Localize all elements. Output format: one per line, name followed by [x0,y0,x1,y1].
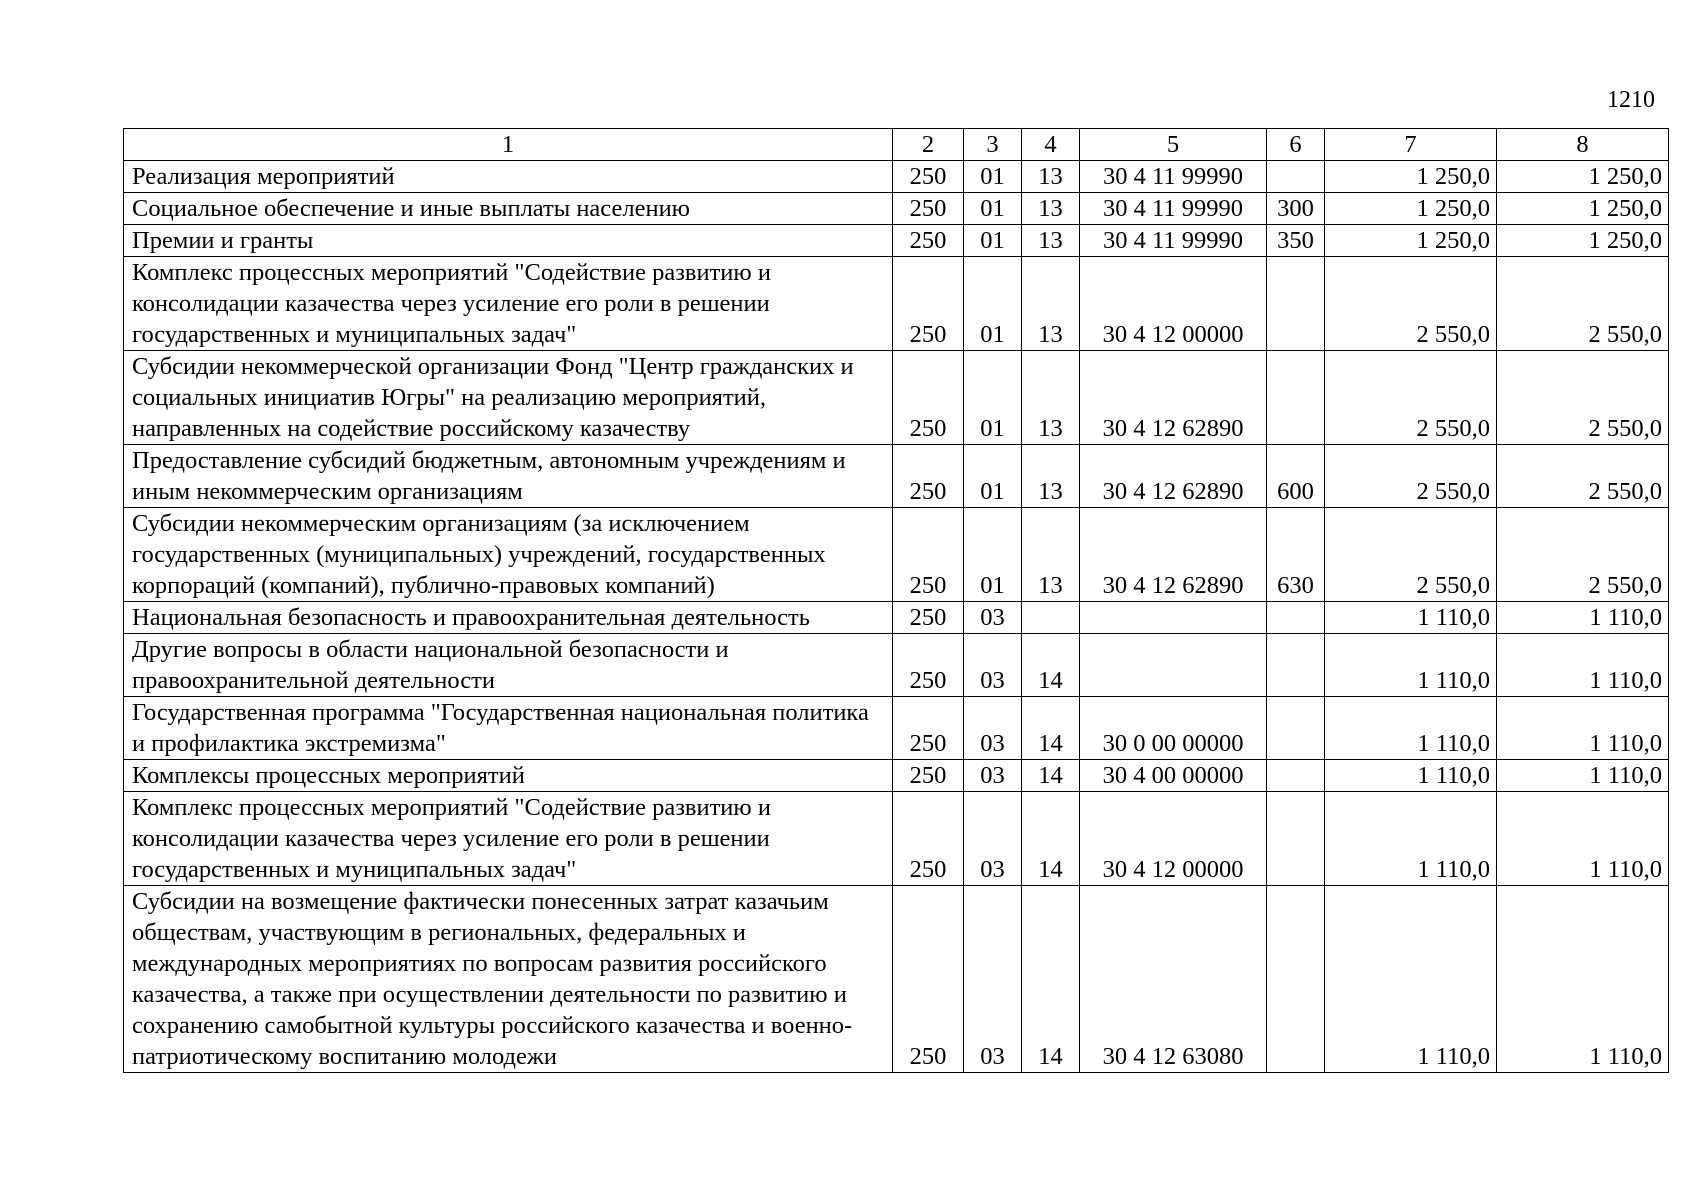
row-code-4: 13 [1022,225,1080,257]
table-row [124,225,1669,257]
row-code-4 [1022,602,1080,634]
row-description: Предоставление субсидий бюджетным, автономным учреждениям и иным некоммерческим организациям [124,445,893,508]
row-amount-8: 1 110,0 [1497,760,1669,792]
row-description: Социальное обеспечение и иные выплаты населению [124,193,893,225]
row-code-5: 30 4 12 00000 [1080,257,1267,351]
row-amount-8: 2 550,0 [1497,508,1669,602]
row-description: Субсидии некоммерческой организации Фонд "Центр гражданских и социальных инициатив Югры" на реализацию мероприятий, направленных на содействие российскому казачеству [124,351,893,445]
row-amount-8: 1 250,0 [1497,193,1669,225]
table-row [124,602,1669,634]
row-code-5: 30 4 12 62890 [1080,508,1267,602]
row-code-5: 30 4 12 62890 [1080,445,1267,508]
row-amount-7: 2 550,0 [1325,257,1497,351]
row-code-2: 250 [893,792,964,886]
row-code-3: 01 [964,257,1022,351]
row-code-3: 03 [964,602,1022,634]
row-amount-8: 1 110,0 [1497,792,1669,886]
table-row [124,445,1669,508]
row-description: Субсидии на возмещение фактически понесенных затрат казачьим обществам, участвующим в региональных, федеральных и международных мероприятиях по вопросам развития российского казачества, а также при осуществлении деятельности по развитию и сохранению самобытной культуры российского казачества и военно-патриотическому воспитанию молодежи [124,886,893,1073]
row-code-4: 14 [1022,886,1080,1073]
row-code-6 [1267,634,1325,697]
table-row [124,697,1669,760]
row-description: Государственная программа "Государственная национальная политика и профилактика экстремизма" [124,697,893,760]
table-row [124,886,1669,1073]
row-code-6 [1267,886,1325,1073]
row-code-5: 30 0 00 00000 [1080,697,1267,760]
row-code-3: 03 [964,760,1022,792]
row-code-2: 250 [893,445,964,508]
row-code-4: 13 [1022,193,1080,225]
table-row [124,508,1669,602]
row-code-2: 250 [893,225,964,257]
row-code-6 [1267,760,1325,792]
row-amount-8: 2 550,0 [1497,445,1669,508]
budget-table [123,128,1669,1073]
table-row [124,351,1669,445]
row-code-2: 250 [893,634,964,697]
row-code-4: 13 [1022,508,1080,602]
table-row [124,161,1669,193]
table-row [124,634,1669,697]
row-amount-8: 1 250,0 [1497,225,1669,257]
row-code-5: 30 4 11 99990 [1080,225,1267,257]
header-row [124,129,1669,161]
row-code-2: 250 [893,886,964,1073]
table-body [124,161,1669,1073]
row-code-3: 03 [964,634,1022,697]
row-code-2: 250 [893,602,964,634]
row-description: Субсидии некоммерческим организациям (за исключением государственных (муниципальных) учреждений, государственных корпораций (компаний), публично-правовых компаний) [124,508,893,602]
table-row [124,792,1669,886]
row-code-6: 350 [1267,225,1325,257]
row-code-6 [1267,697,1325,760]
row-code-3: 01 [964,508,1022,602]
row-code-3: 01 [964,445,1022,508]
row-code-3: 01 [964,351,1022,445]
row-code-2: 250 [893,257,964,351]
row-amount-7: 1 110,0 [1325,602,1497,634]
row-amount-8: 1 110,0 [1497,886,1669,1073]
column-header: 6 [1267,129,1325,161]
row-code-4: 13 [1022,161,1080,193]
row-amount-7: 2 550,0 [1325,445,1497,508]
row-amount-7: 1 110,0 [1325,634,1497,697]
row-code-4: 13 [1022,351,1080,445]
row-code-2: 250 [893,697,964,760]
row-code-6 [1267,602,1325,634]
row-code-2: 250 [893,193,964,225]
row-code-4: 14 [1022,792,1080,886]
row-amount-8: 1 110,0 [1497,602,1669,634]
row-amount-7: 1 110,0 [1325,697,1497,760]
row-code-3: 03 [964,792,1022,886]
row-code-3: 03 [964,886,1022,1073]
row-code-5 [1080,634,1267,697]
row-code-5: 30 4 12 62890 [1080,351,1267,445]
row-code-4: 14 [1022,760,1080,792]
row-amount-8: 1 110,0 [1497,634,1669,697]
page-number: 1210 [1607,87,1655,113]
row-code-4: 13 [1022,257,1080,351]
column-header: 4 [1022,129,1080,161]
row-description: Премии и гранты [124,225,893,257]
row-code-5: 30 4 00 00000 [1080,760,1267,792]
row-amount-7: 1 110,0 [1325,886,1497,1073]
row-description: Комплекс процессных мероприятий "Содействие развитию и консолидации казачества через усиление его роли в решении государственных и муниципальных задач" [124,257,893,351]
row-description: Национальная безопасность и правоохранительная деятельность [124,602,893,634]
row-amount-7: 2 550,0 [1325,508,1497,602]
row-amount-7: 2 550,0 [1325,351,1497,445]
row-code-5: 30 4 11 99990 [1080,193,1267,225]
row-code-6: 630 [1267,508,1325,602]
row-amount-7: 1 250,0 [1325,225,1497,257]
row-description: Комплекс процессных мероприятий "Содействие развитию и консолидации казачества через усиление его роли в решении государственных и муниципальных задач" [124,792,893,886]
column-header: 3 [964,129,1022,161]
row-amount-7: 1 250,0 [1325,193,1497,225]
column-header: 5 [1080,129,1267,161]
row-code-2: 250 [893,508,964,602]
row-code-3: 01 [964,193,1022,225]
row-description: Другие вопросы в области национальной безопасности и правоохранительной деятельности [124,634,893,697]
row-amount-7: 1 250,0 [1325,161,1497,193]
table-header [124,129,1669,161]
row-code-6 [1267,351,1325,445]
column-header: 1 [124,129,893,161]
row-code-5 [1080,602,1267,634]
row-code-2: 250 [893,161,964,193]
row-amount-7: 1 110,0 [1325,760,1497,792]
row-description: Реализация мероприятий [124,161,893,193]
column-header: 8 [1497,129,1669,161]
row-code-4: 14 [1022,634,1080,697]
row-code-3: 01 [964,161,1022,193]
column-header: 7 [1325,129,1497,161]
row-amount-8: 2 550,0 [1497,351,1669,445]
row-code-6: 600 [1267,445,1325,508]
row-code-6 [1267,161,1325,193]
row-code-4: 13 [1022,445,1080,508]
row-code-5: 30 4 12 63080 [1080,886,1267,1073]
row-code-6: 300 [1267,193,1325,225]
row-code-5: 30 4 11 99990 [1080,161,1267,193]
row-code-3: 03 [964,697,1022,760]
row-code-6 [1267,257,1325,351]
row-code-4: 14 [1022,697,1080,760]
row-code-2: 250 [893,351,964,445]
row-code-3: 01 [964,225,1022,257]
table-row [124,760,1669,792]
row-code-2: 250 [893,760,964,792]
row-description: Комплексы процессных мероприятий [124,760,893,792]
row-amount-8: 1 110,0 [1497,697,1669,760]
row-code-5: 30 4 12 00000 [1080,792,1267,886]
row-code-6 [1267,792,1325,886]
table-row [124,257,1669,351]
row-amount-8: 1 250,0 [1497,161,1669,193]
row-amount-7: 1 110,0 [1325,792,1497,886]
row-amount-8: 2 550,0 [1497,257,1669,351]
table-row [124,193,1669,225]
column-header: 2 [893,129,964,161]
